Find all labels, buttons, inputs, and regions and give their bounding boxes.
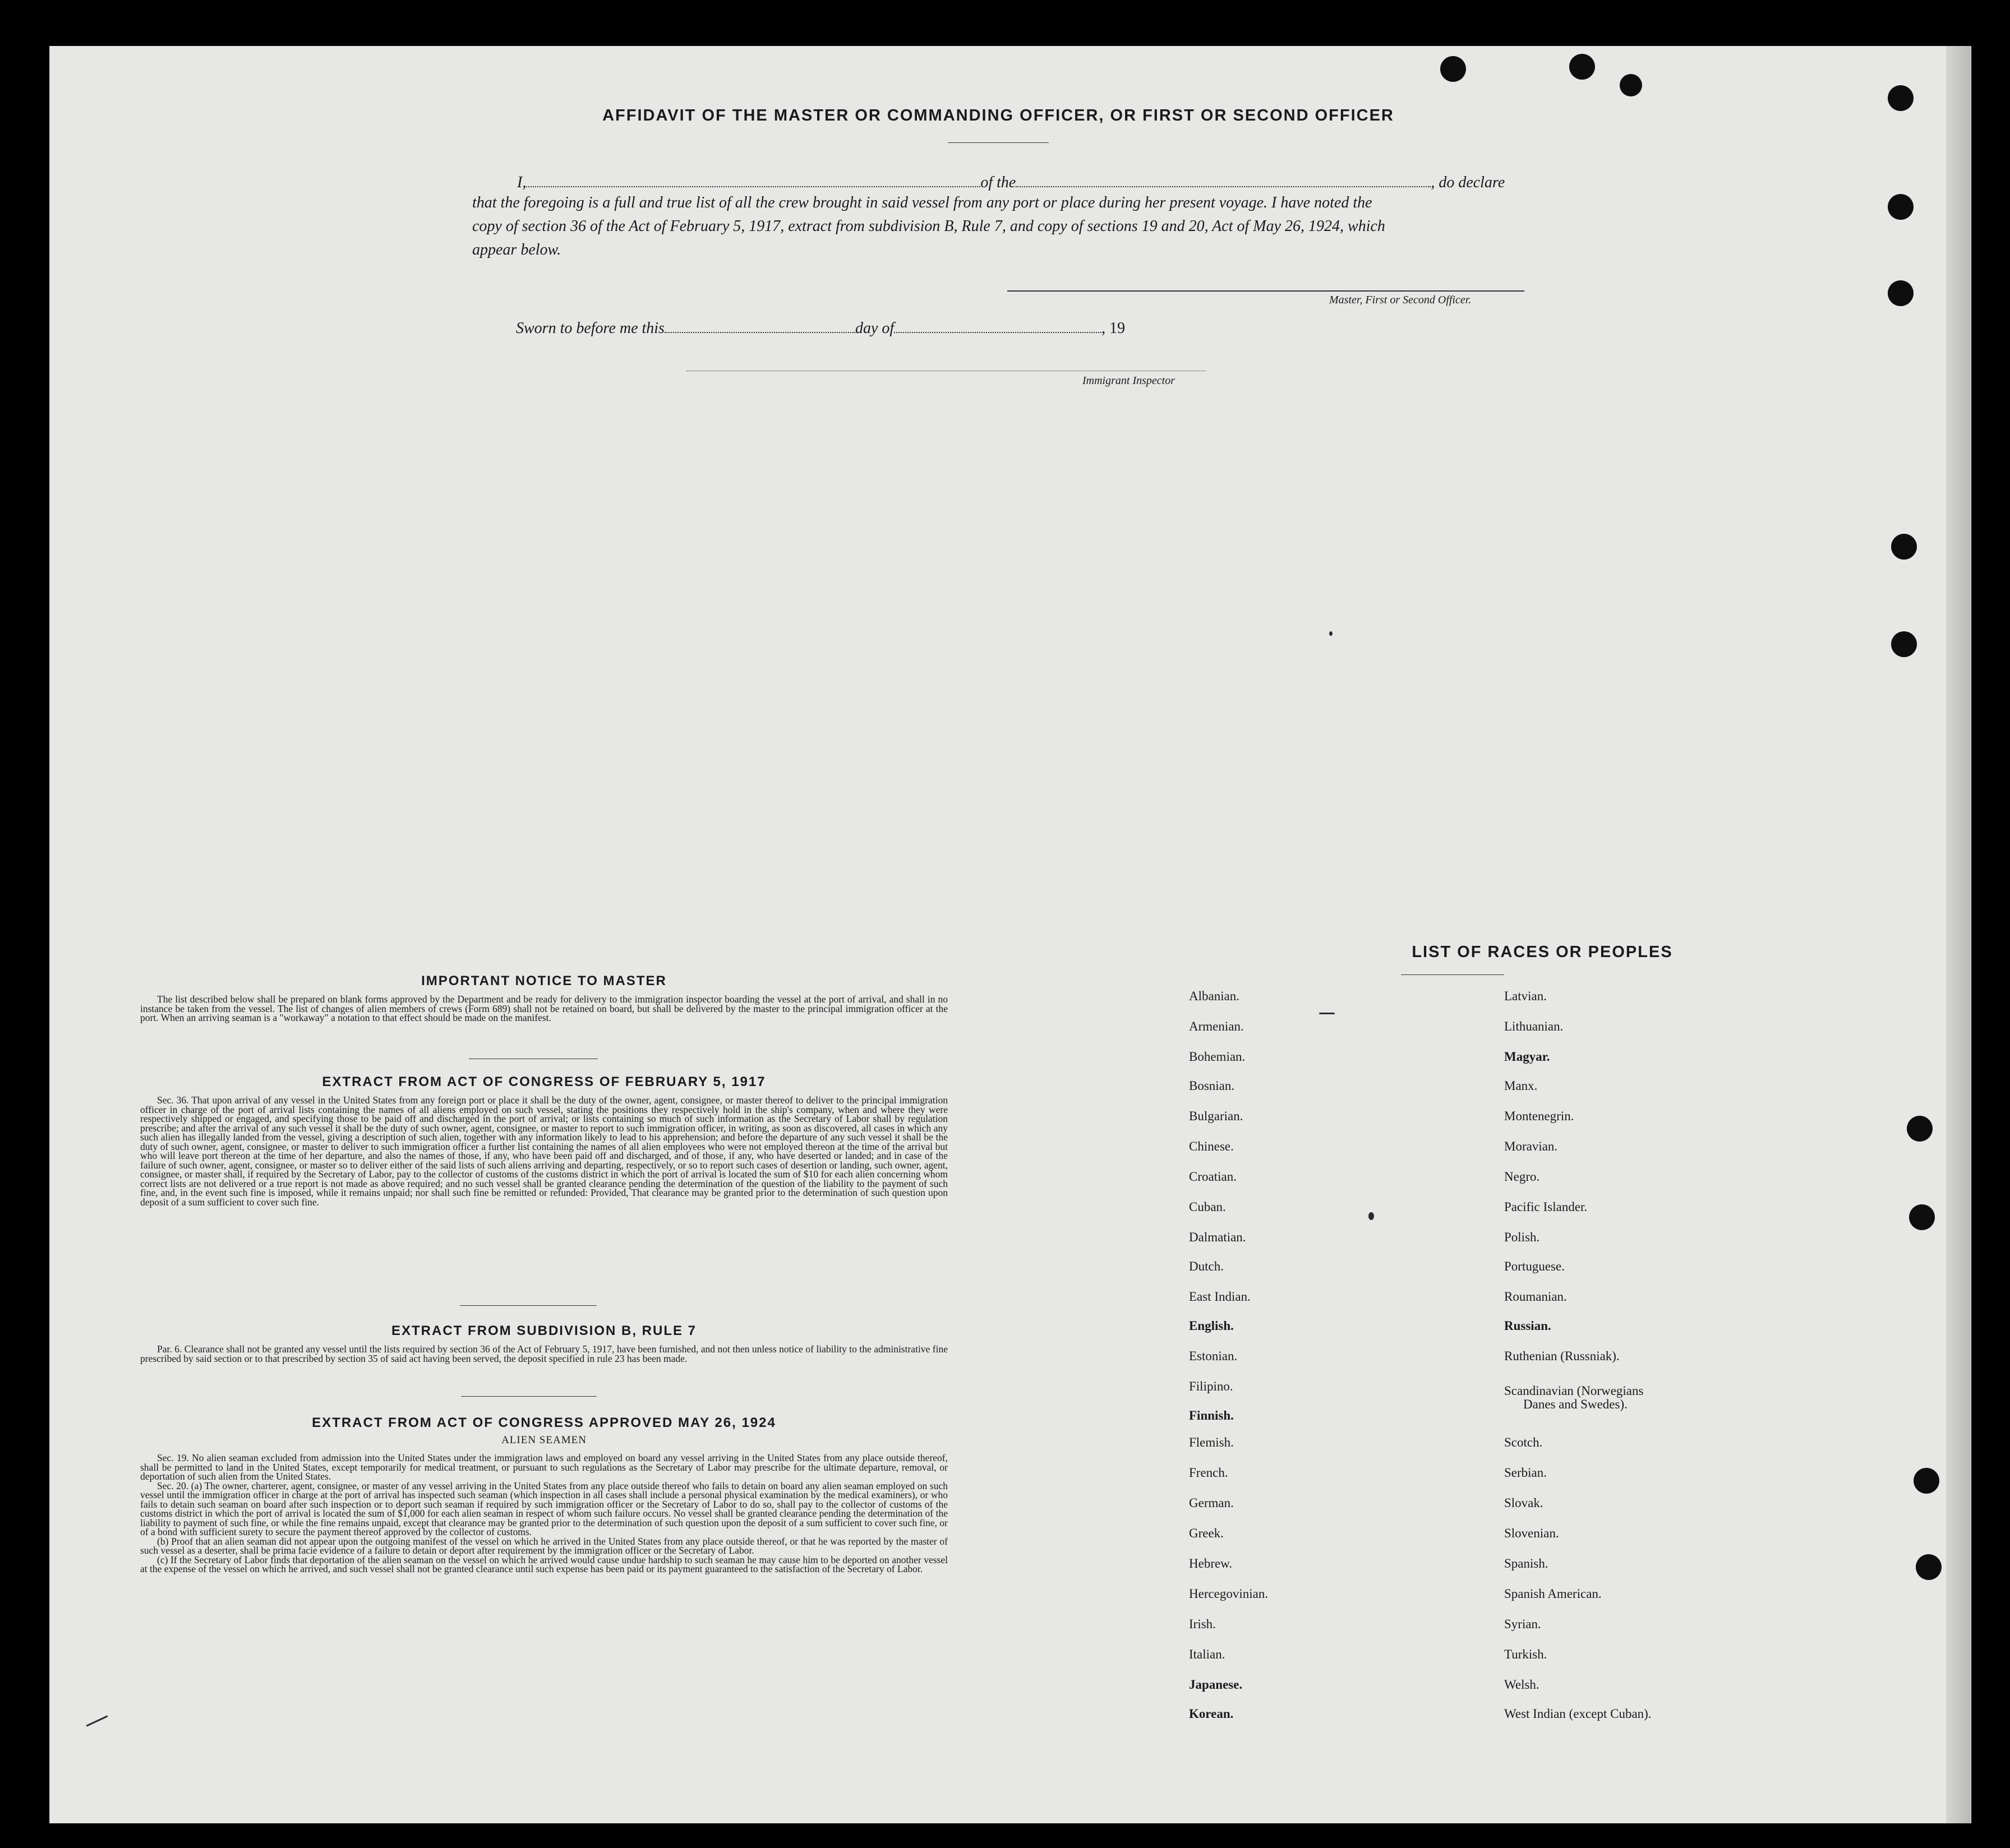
punch-hole-mark xyxy=(1891,534,1917,560)
race-item: French. xyxy=(1189,1466,1228,1480)
race-item: Bohemian. xyxy=(1189,1050,1246,1064)
day-of-text: day of xyxy=(855,320,895,337)
races-title: LIST OF RACES OR PEOPLES xyxy=(1412,943,1673,961)
race-item: Italian. xyxy=(1189,1647,1225,1661)
race-item: Scandinavian (Norwegians xyxy=(1504,1384,1644,1398)
affidavit-line-3: copy of section 36 of the Act of February 5, 1917, extract from subdivision B, Rule 7, and copy of sections 19 and 20, Act of May 26, 1924, which xyxy=(472,218,1385,235)
punch-hole-mark xyxy=(1907,1116,1933,1142)
race-item: Manx. xyxy=(1504,1079,1538,1093)
punch-hole-mark xyxy=(1888,194,1914,220)
punch-hole-mark xyxy=(1888,280,1914,306)
scan-speck xyxy=(1319,1013,1335,1014)
sec-20b-paragraph: (b) Proof that an alien seaman did not appear upon the outgoing manifest of the vessel on which he arrived in the United States from any place outside thereof, or that he was reported by the master of such vessel as a deserter, shall be prima facie evidence of a failure to detain or deport after requirement by the immigration officer or the Secretary of Labor. xyxy=(140,1535,948,1556)
section-divider xyxy=(461,1396,597,1397)
race-item: Serbian. xyxy=(1504,1466,1547,1480)
affidavit-line-4: appear below. xyxy=(472,241,561,258)
title-divider xyxy=(948,142,1049,143)
race-item: Estonian. xyxy=(1189,1349,1238,1363)
race-item: Spanish. xyxy=(1504,1556,1548,1570)
vessel-name-blank xyxy=(1016,174,1431,187)
affiant-prefix: I, xyxy=(517,174,527,191)
race-item: Slovak. xyxy=(1504,1496,1543,1510)
race-item: Montenegrin. xyxy=(1504,1109,1574,1123)
sec-20a-paragraph: Sec. 20. (a) The owner, charterer, agent, consignee, or master of any vessel arriving in the United States from any place outside thereof who fails to detain on board any alien seaman employed on such vessel until the immigration officer in charge at the port of arrival has inspected such seaman (which inspection in all cases shall include a personal physical examination by the medical examiners), or who fails to detain such seaman on board after such inspection or to deport such seaman if required by such immigration officer or the Secretary of Labor to do so, shall pay to the collector of customs of the customs district in which the port of arrival is located the sum of $1,000 for each alien seaman in respect of whom such failure occurs. No vessel shall be granted clearance pending the determination of the liability to payment of such fine, or while the fine remains unpaid, except that clearance may be granted prior to the determination of such question upon the deposit of a sum sufficient to cover such fine, or of a bond with sufficient surety to secure the payment thereof approved by the collector of customs. xyxy=(140,1480,948,1537)
notice-title: IMPORTANT NOTICE TO MASTER xyxy=(421,973,667,988)
punch-hole-mark xyxy=(1440,56,1466,82)
notice-paragraph: The list described below shall be prepared on blank forms approved by the Department and be ready for delivery to the immigration inspector boarding the vessel at the port of arrival, and shall in no instance be taken from the vessel. The list of changes of alien members of crews (Form 689) shall not be retained on board, but shall be delivered by the master to the principal immigration officer at the port. When an arriving seaman is a "workaway" a notation to that effect should be made on the manifest. xyxy=(140,994,948,1023)
inspector-signature-line xyxy=(686,370,1206,371)
race-item: Irish. xyxy=(1189,1617,1216,1631)
sec-20c-paragraph: (c) If the Secretary of Labor finds that deportation of the alien seaman on the vessel on which he arrived would cause undue hardship to such seaman he may cause him to be deported on another vessel at the expense of the vessel on which he arrived, and such vessel shall not be granted clearance until such expense has been paid or its payment guaranteed to the satisfaction of the Secretary of Labor. xyxy=(140,1554,948,1574)
race-item: Roumanian. xyxy=(1504,1290,1567,1304)
race-item: Welsh. xyxy=(1504,1678,1539,1692)
scan-speck xyxy=(1368,1212,1374,1220)
race-item: Bosnian. xyxy=(1189,1079,1235,1093)
extract-rule7-paragraph: Par. 6. Clearance shall not be granted any vessel until the lists required by section 36 of the Act of February 5, 1917, have been furnished, and not then unless notice of liability to the administrative fine prescribed by said section or to that prescribed by section 35 of said act having been served, the deposit specified in rule 23 has been made. xyxy=(140,1343,948,1364)
race-item: Albanian. xyxy=(1189,989,1240,1003)
extract-1917-text xyxy=(140,1096,948,1207)
race-item: Cuban. xyxy=(1189,1200,1226,1214)
sworn-text: Sworn to before me this xyxy=(516,320,665,337)
punch-hole-mark xyxy=(1916,1554,1942,1580)
scan-edge xyxy=(1946,46,1971,1823)
race-item: Filipino. xyxy=(1189,1379,1233,1393)
race-item: Bulgarian. xyxy=(1189,1109,1243,1123)
scan-speck xyxy=(1329,631,1333,636)
sworn-line xyxy=(516,317,1189,340)
race-item: Scotch. xyxy=(1504,1435,1543,1449)
race-item: Danes and Swedes). xyxy=(1523,1397,1628,1411)
notice-text xyxy=(140,995,948,1023)
race-item: Polish. xyxy=(1504,1230,1540,1244)
extract-1924-text xyxy=(140,1453,948,1574)
sworn-day-blank xyxy=(665,320,855,333)
race-item: English. xyxy=(1189,1319,1234,1333)
sworn-month-blank xyxy=(894,320,1101,333)
race-item: Chinese. xyxy=(1189,1139,1234,1153)
race-item: Japanese. xyxy=(1189,1678,1243,1692)
race-item: East Indian. xyxy=(1189,1290,1251,1304)
races-title-divider xyxy=(1401,974,1504,975)
race-item: Turkish. xyxy=(1504,1647,1547,1661)
affidavit-line-2: that the foregoing is a full and true list of all the crew brought in said vessel from any port or place during her present voyage. I have noted the xyxy=(472,194,1372,211)
race-item: West Indian (except Cuban). xyxy=(1504,1707,1652,1721)
race-item: Magyar. xyxy=(1504,1050,1550,1064)
punch-hole-mark xyxy=(1888,85,1914,111)
sec-19-paragraph: Sec. 19. No alien seaman excluded from admission into the United States under the immigration laws and employed on board any vessel arriving in the United States from any place outside thereof, shall be permitted to land in the United States, except temporarily for medical treatment, or pursuant to such regulations as the Secretary of Labor may prescribe for the ultimate departure, removal, or deportation of such alien from the United States. xyxy=(140,1452,948,1482)
race-item: Spanish American. xyxy=(1504,1587,1602,1601)
race-item: Russian. xyxy=(1504,1319,1551,1333)
race-item: Croatian. xyxy=(1189,1170,1237,1184)
race-item: Portuguese. xyxy=(1504,1259,1565,1273)
punch-hole-mark xyxy=(1620,74,1642,96)
inspector-caption: Immigrant Inspector xyxy=(1082,375,1175,387)
race-item: Dalmatian. xyxy=(1189,1230,1246,1244)
extract-1917-paragraph: Sec. 36. That upon arrival of any vessel in the United States from any foreign port or place it shall be the duty of the owner, agent, consignee, or master thereof to deliver to the principal immigration officer in charge of the port of arrival lists containing the names of all aliens employed on such vessel, stating the positions they respectively hold in the ship's company, when and where they were respectively shipped or engaged, and specifying those to be paid off and discharged in the port of arrival; or lists containing so much of such information as the Secretary of Labor shall by regulation prescribe; and after the arrival of any such vessel it shall be the duty of such owner, agent, consignee, or master to report to such immigration officer, in writing, as soon as discovered, all cases in which any such alien has illegally landed from the vessel, giving a description of such alien, together with any information likely to lead to his apprehension; and before the departure of any such vessel it shall be the duty of such owner, agent, consignee, or master to deliver to such immigration officer a further list containing the names of all alien employees who were not employed thereon at the time of the arrival but who will leave port thereon at the time of her departure, and also the names of those, if any, who have been paid off and discharged, and of those, if any, who have deserted or landed; and in case of the failure of such owner, agent, consignee, or master so to deliver either of the said lists of such aliens arriving and departing, respectively, or so to report such cases of desertion or landing, such owner, agent, consignee, or master shall, if required by the Secretary of Labor, pay to the collector of customs of the customs district in which the port of arrival is located the sum of $10 for each alien concerning whom correct lists are not delivered or a true report is not made as above required; and no such vessel shall be granted clearance pending the determination of the question of the liability to the payment of such fine, and, in the event such fine is imposed, while it remains unpaid; nor shall such fine be remitted or refunded: Provided, That clearance may be granted prior to the determination of such question upon deposit of a sum sufficient to cover such fine. xyxy=(140,1094,948,1208)
race-item: Dutch. xyxy=(1189,1259,1224,1273)
race-item: Lithuanian. xyxy=(1504,1019,1564,1033)
section-divider xyxy=(460,1305,597,1306)
race-item: Hebrew. xyxy=(1189,1556,1233,1570)
affidavit-title: AFFIDAVIT OF THE MASTER OR COMMANDING OFFICER, OR FIRST OR SECOND OFFICER xyxy=(602,107,1394,124)
race-item: Hercegovinian. xyxy=(1189,1587,1269,1601)
punch-hole-mark xyxy=(1891,631,1917,657)
race-item: Finnish. xyxy=(1189,1408,1234,1422)
master-caption: Master, First or Second Officer. xyxy=(1329,294,1472,306)
alien-seamen-subtitle: ALIEN SEAMEN xyxy=(501,1434,587,1446)
race-item: Ruthenian (Russniak). xyxy=(1504,1349,1620,1363)
race-item: Korean. xyxy=(1189,1707,1234,1721)
year-text: , 19 xyxy=(1101,320,1126,337)
race-item: German. xyxy=(1189,1496,1234,1510)
race-item: Syrian. xyxy=(1504,1617,1541,1631)
race-item: Slovenian. xyxy=(1504,1526,1559,1540)
declare-text: , do declare xyxy=(1431,174,1505,191)
vessel-prefix: of the xyxy=(980,174,1016,191)
race-item: Pacific Islander. xyxy=(1504,1200,1588,1214)
race-item: Armenian. xyxy=(1189,1019,1244,1033)
affiant-name-blank xyxy=(526,174,980,187)
master-signature-line xyxy=(1007,290,1524,292)
race-item: Greek. xyxy=(1189,1526,1224,1540)
race-item: Moravian. xyxy=(1504,1139,1558,1153)
extract-1917-title: EXTRACT FROM ACT OF CONGRESS OF FEBRUARY 5, 1917 xyxy=(322,1074,766,1089)
extract-1924-title: EXTRACT FROM ACT OF CONGRESS APPROVED MAY 26, 1924 xyxy=(312,1415,776,1430)
extract-rule7-text xyxy=(140,1345,948,1363)
punch-hole-mark xyxy=(1569,54,1595,80)
punch-hole-mark xyxy=(1909,1204,1935,1230)
affidavit-line-1 xyxy=(472,172,1527,194)
extract-rule7-title: EXTRACT FROM SUBDIVISION B, RULE 7 xyxy=(391,1323,697,1338)
race-item: Latvian. xyxy=(1504,989,1547,1003)
race-item: Flemish. xyxy=(1189,1435,1234,1449)
race-item: Negro. xyxy=(1504,1170,1540,1184)
punch-hole-mark xyxy=(1914,1468,1939,1494)
